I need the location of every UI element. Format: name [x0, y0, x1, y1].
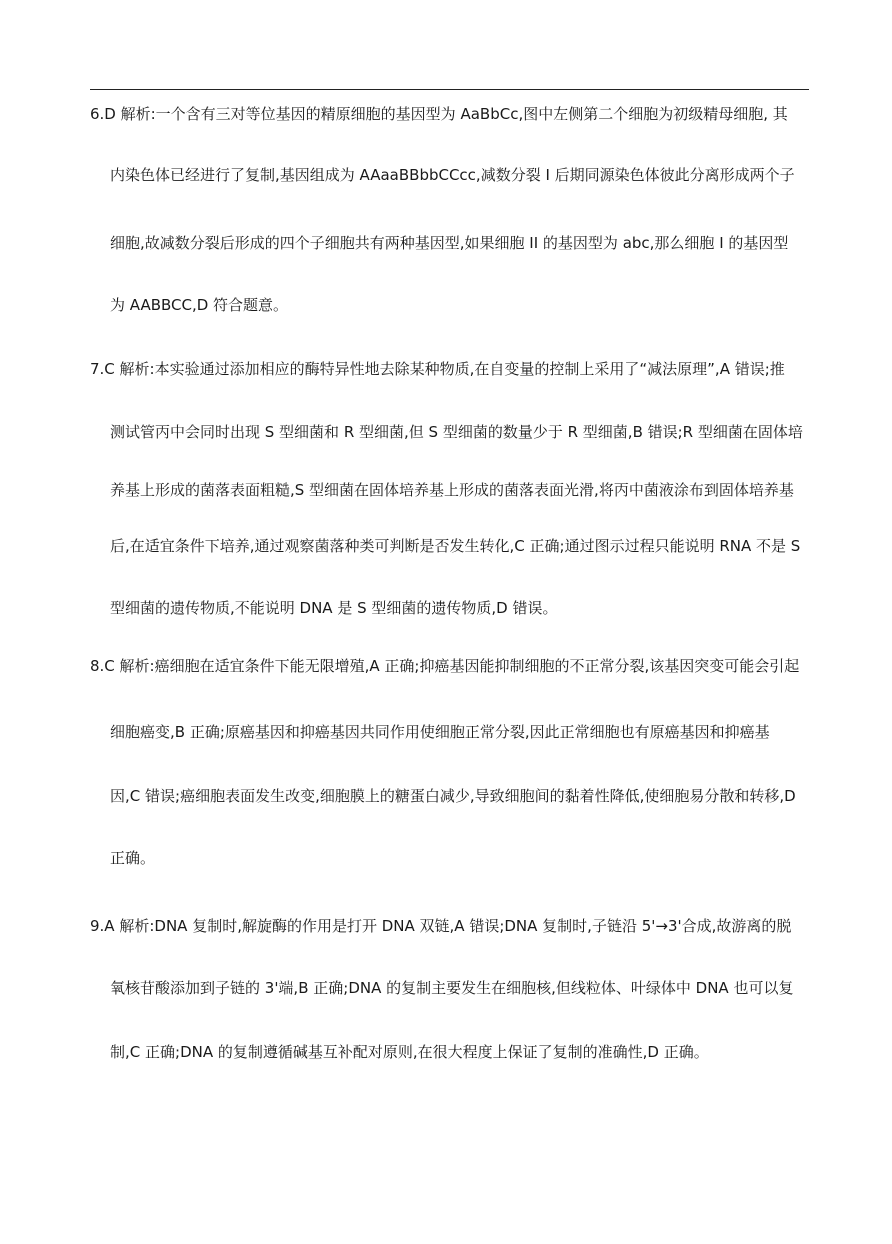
item-8-line-4: 正确。 — [110, 849, 156, 867]
item-7-line-4: 后,在适宜条件下培养,通过观察菌落种类可判断是否发生转化,C 正确;通过图示过程只能说明 RNA 不是 S — [110, 537, 801, 555]
item-8-line-3: 因,C 错误;癌细胞表面发生改变,细胞膜上的糖蛋白减少,导致细胞间的黏着性降低,使细胞易分散和转移,D — [110, 787, 796, 805]
item-6-line-1: 6.D 解析:一个含有三对等位基因的精原细胞的基因型为 AaBbCc,图中左侧第二个细胞为初级精母细胞, 其 — [90, 105, 788, 123]
item-9-line-1: 9.A 解析:DNA 复制时,解旋酶的作用是打开 DNA 双链,A 错误;DNA 复制时,子链沿 5'→3'合成,故游离的脱 — [90, 917, 792, 935]
item-8-line-2: 细胞癌变,B 正确;原癌基因和抑癌基因共同作用使细胞正常分裂,因此正常细胞也有原癌基因和抑癌基 — [110, 723, 770, 741]
item-6-line-3: 细胞,故减数分裂后形成的四个子细胞共有两种基因型,如果细胞 II 的基因型为 abc,那么细胞 I 的基因型 — [110, 234, 789, 252]
item-8-line-1: 8.C 解析:癌细胞在适宜条件下能无限增殖,A 正确;抑癌基因能抑制细胞的不正常分裂,该基因突变可能会引起 — [90, 657, 800, 675]
item-7-line-1: 7.C 解析:本实验通过添加相应的酶特异性地去除某种物质,在自变量的控制上采用了“减法原理”,A 错误;推 — [90, 360, 785, 378]
item-6-line-2: 内染色体已经进行了复制,基因组成为 AAaaBBbbCCcc,减数分裂 I 后期同源染色体彼此分离形成两个子 — [110, 166, 795, 184]
item-7-line-3: 养基上形成的菌落表面粗糙,S 型细菌在固体培养基上形成的菌落表面光滑,将丙中菌液涂布到固体培养基 — [110, 481, 794, 499]
item-9-line-3: 制,C 正确;DNA 的复制遵循碱基互补配对原则,在很大程度上保证了复制的准确性,D 正确。 — [110, 1043, 709, 1061]
item-9-line-2: 氧核苷酸添加到子链的 3'端,B 正确;DNA 的复制主要发生在细胞核,但线粒体、叶绿体中 DNA 也可以复 — [110, 979, 794, 997]
item-7-line-2: 测试管丙中会同时出现 S 型细菌和 R 型细菌,但 S 型细菌的数量少于 R 型细菌,B 错误;R 型细菌在固体培 — [110, 423, 803, 441]
item-7-line-5: 型细菌的遗传物质,不能说明 DNA 是 S 型细菌的遗传物质,D 错误。 — [110, 599, 558, 617]
item-6-line-4: 为 AABBCC,D 符合题意。 — [110, 296, 289, 314]
